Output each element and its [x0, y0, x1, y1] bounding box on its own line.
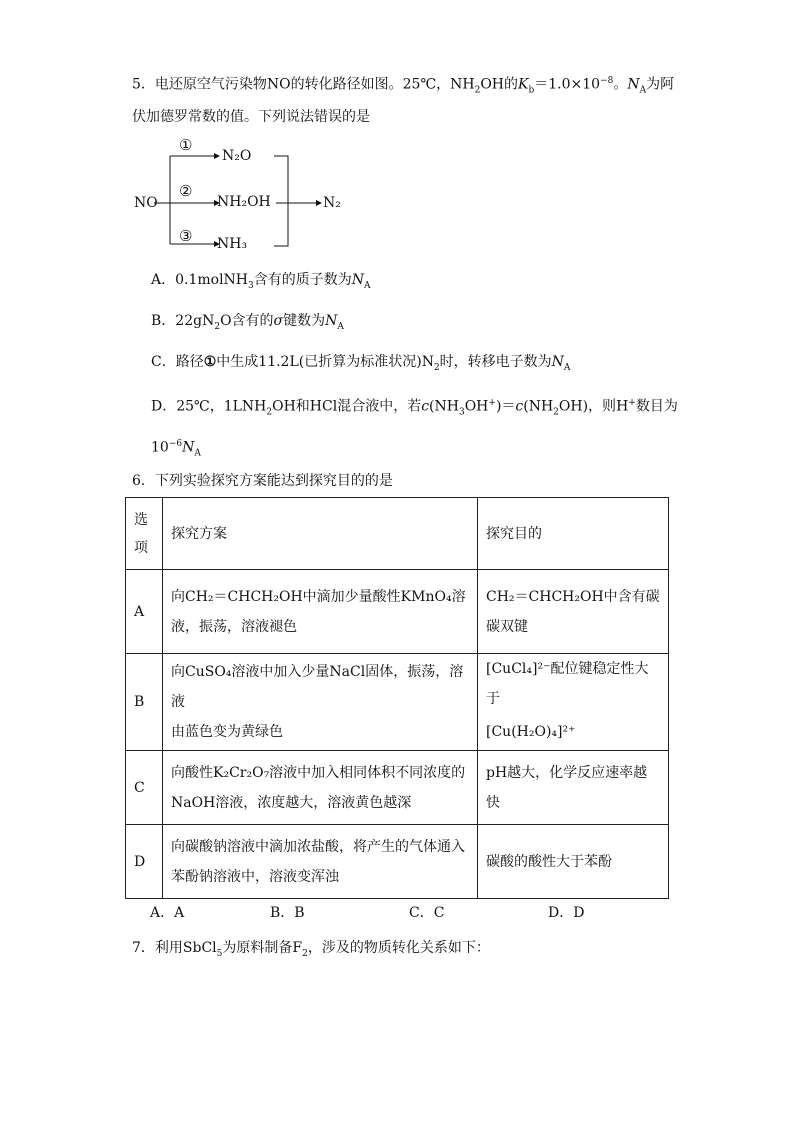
choice-a: A．A	[150, 905, 185, 921]
product-nh3: NH₃	[217, 236, 248, 252]
q7-line1: 7．利用SbCl$_5$为原料制备$F_2$，涉及的物质转化关系如下：	[132, 940, 490, 959]
path-num-2: ②	[179, 182, 193, 200]
q6-table	[125, 497, 669, 899]
q5-line1: 5．电还原空气污染物NO的转化路径如图。25℃，$NH_2OH$的$K_b=1.0\times 10^{-8}$。$N_A$为阿	[132, 76, 675, 96]
q5-option-d: D．25℃，$1LNH_2OH$和HCl混合液中，若$c(NH_3OH^+)=c(NH_2OH)$，则H+数目为	[151, 398, 678, 418]
row-a-plan: 向CH₂＝CHCH₂OH中滴加少量酸性KMnO₄溶 液，振荡，溶液褪色	[163, 570, 478, 654]
q5-option-c: C．路径①中生成11.2L(已折算为标准状况)$N_2$时，转移电子数为$N_A$	[151, 354, 571, 373]
product-n2o: N₂O	[222, 148, 252, 164]
table-row	[126, 825, 669, 899]
row-a-option: A	[126, 570, 163, 654]
header-option: 选项	[126, 498, 163, 570]
row-d-goal: 碳酸的酸性大于苯酚	[478, 825, 669, 899]
row-d-option: D	[126, 825, 163, 899]
choice-b: B．B	[270, 905, 305, 921]
path-num-1: ①	[179, 136, 193, 154]
q5-option-b: B．$22gN_2O$含有的σ键数为$N_A$	[151, 313, 344, 332]
table-row	[126, 654, 669, 751]
choice-d: D．D	[548, 905, 585, 921]
table-header-row	[126, 498, 669, 570]
row-b-plan: 向CuSO₄溶液中加入少量NaCl固体，振荡，溶液 由蓝色变为黄绿色	[163, 654, 478, 751]
q5-option-a: A．0.1molNH$_3$含有的质子数为$N_A$	[151, 272, 371, 291]
q6-choices	[150, 902, 650, 922]
table-row	[126, 751, 669, 825]
row-a-goal: CH₂＝CHCH₂OH中含有碳 碳双键	[478, 570, 669, 654]
choice-c: C．C	[409, 905, 445, 921]
path-num-3: ③	[179, 227, 193, 245]
row-c-option: C	[126, 751, 163, 825]
header-plan: 探究方案	[163, 498, 478, 570]
row-b-goal: [CuCl₄]²⁻配位键稳定性大于 [Cu(H₂O)₄]²⁺	[478, 654, 669, 751]
row-d-plan: 向碳酸钠溶液中滴加浓盐酸，将产生的气体通入 苯酚钠溶液中，溶液变浑浊	[163, 825, 478, 899]
table-row	[126, 570, 669, 654]
q6-title: 6．下列实验探究方案能达到探究目的的是	[132, 473, 393, 489]
conversion-path-diagram	[126, 130, 366, 260]
row-c-plan: 向酸性K₂Cr₂O₇溶液中加入相同体积不同浓度的 NaOH溶液，浓度越大，溶液黄色越深	[163, 751, 478, 825]
header-goal: 探究目的	[478, 498, 669, 570]
end-n2: N₂	[323, 195, 341, 211]
row-b-option: B	[126, 654, 163, 751]
product-nh2oh: NH₂OH	[217, 194, 271, 210]
row-c-goal: pH越大，化学反应速率越快	[478, 751, 669, 825]
start-no: NO	[134, 195, 158, 211]
q5-option-d-line2: $10^{-6}N_A$	[151, 439, 201, 459]
q5-line2: 伏加德罗常数的值。下列说法错误的是	[132, 109, 370, 125]
